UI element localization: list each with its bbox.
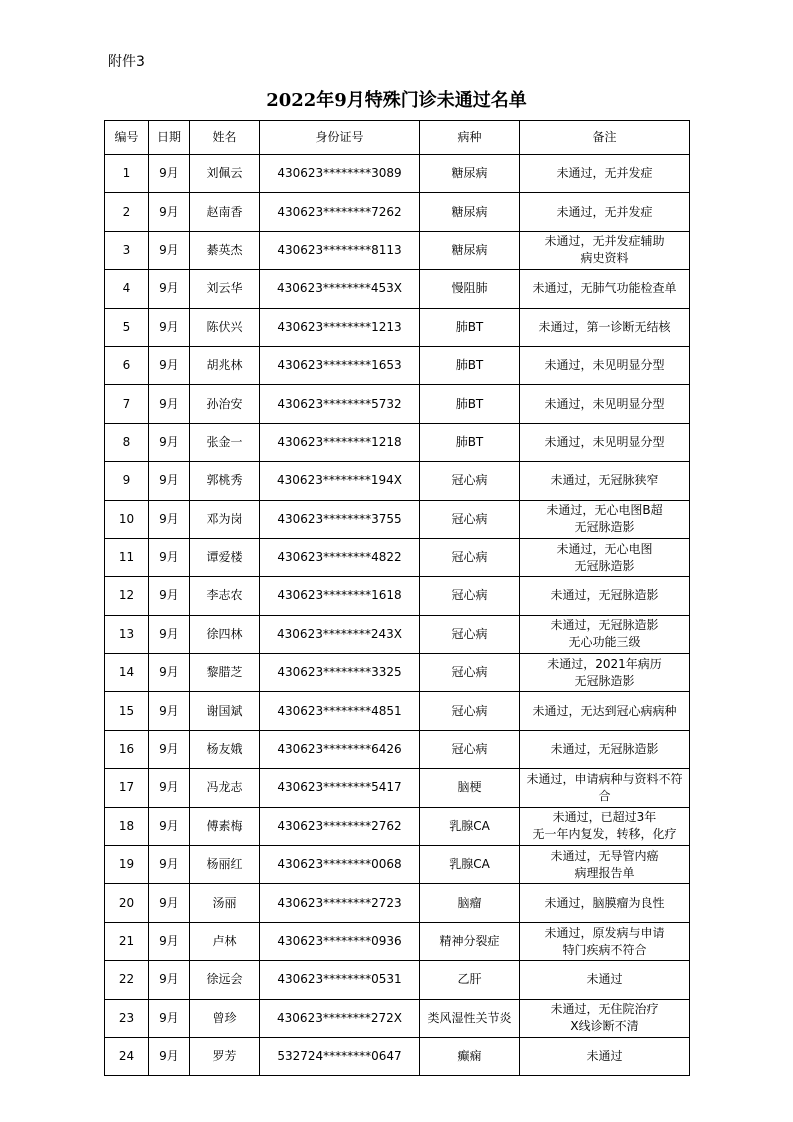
table-row	[105, 1037, 690, 1075]
cell-number: 11	[105, 538, 149, 576]
cell-disease: 冠心病	[420, 730, 520, 768]
cell-remark: 未通过，无心电图 无冠脉造影	[520, 538, 690, 576]
cell-date: 9月	[149, 385, 190, 423]
cell-disease: 冠心病	[420, 615, 520, 653]
cell-name: 曾珍	[190, 999, 260, 1037]
table-row	[105, 462, 690, 500]
cell-number: 23	[105, 999, 149, 1037]
table-row	[105, 577, 690, 615]
cell-date: 9月	[149, 538, 190, 576]
cell-disease: 冠心病	[420, 462, 520, 500]
cell-id: 430623********3089	[260, 155, 420, 193]
cell-id: 430623********4851	[260, 692, 420, 730]
cell-disease: 糖尿病	[420, 231, 520, 269]
cell-date: 9月	[149, 231, 190, 269]
cell-date: 9月	[149, 654, 190, 692]
document-title: 2022年9月特殊门诊未通过名单	[266, 90, 527, 111]
cell-name: 谢国斌	[190, 692, 260, 730]
cell-id: 430623********243X	[260, 615, 420, 653]
cell-disease: 精神分裂症	[420, 922, 520, 960]
cell-number: 13	[105, 615, 149, 653]
table-row	[105, 346, 690, 384]
cell-id: 430623********1653	[260, 346, 420, 384]
table-header-row	[105, 121, 690, 155]
cell-number: 17	[105, 769, 149, 807]
table-row	[105, 385, 690, 423]
cell-number: 1	[105, 155, 149, 193]
cell-id: 430623********194X	[260, 462, 420, 500]
table-row	[105, 884, 690, 922]
cell-disease: 乙肝	[420, 961, 520, 999]
cell-id: 430623********6426	[260, 730, 420, 768]
cell-id: 430623********5417	[260, 769, 420, 807]
cell-id: 430623********453X	[260, 270, 420, 308]
cell-remark: 未通过，未见明显分型	[520, 346, 690, 384]
cell-remark: 未通过，无肺气功能检查单	[520, 270, 690, 308]
cell-name: 刘云华	[190, 270, 260, 308]
cell-remark: 未通过，无导管内癌 病理报告单	[520, 846, 690, 884]
cell-name: 胡兆林	[190, 346, 260, 384]
cell-name: 杨友娥	[190, 730, 260, 768]
cell-date: 9月	[149, 999, 190, 1037]
table-row	[105, 270, 690, 308]
cell-date: 9月	[149, 922, 190, 960]
cell-number: 3	[105, 231, 149, 269]
cell-date: 9月	[149, 423, 190, 461]
cell-disease: 冠心病	[420, 692, 520, 730]
cell-remark: 未通过，第一诊断无结核	[520, 308, 690, 346]
cell-remark: 未通过，2021年病历 无冠脉造影	[520, 654, 690, 692]
cell-number: 10	[105, 500, 149, 538]
cell-id: 430623********1213	[260, 308, 420, 346]
cell-id: 430623********0936	[260, 922, 420, 960]
cell-date: 9月	[149, 1037, 190, 1075]
table-row	[105, 155, 690, 193]
cell-remark: 未通过，无冠脉狭窄	[520, 462, 690, 500]
cell-remark: 未通过，脑膜瘤为良性	[520, 884, 690, 922]
cell-number: 16	[105, 730, 149, 768]
table-row	[105, 654, 690, 692]
table-row	[105, 807, 690, 845]
cell-disease: 糖尿病	[420, 155, 520, 193]
cell-number: 19	[105, 846, 149, 884]
cell-remark: 未通过，原发病与申请 特门疾病不符合	[520, 922, 690, 960]
cell-remark: 未通过，无并发症	[520, 155, 690, 193]
cell-number: 7	[105, 385, 149, 423]
cell-number: 12	[105, 577, 149, 615]
cell-remark: 未通过，无并发症辅助 病史资料	[520, 231, 690, 269]
cell-id: 430623********7262	[260, 193, 420, 231]
cell-id: 430623********2723	[260, 884, 420, 922]
cell-disease: 冠心病	[420, 654, 520, 692]
table-row	[105, 846, 690, 884]
cell-disease: 乳腺CA	[420, 846, 520, 884]
cell-id: 532724********0647	[260, 1037, 420, 1075]
cell-name: 罗芳	[190, 1037, 260, 1075]
cell-date: 9月	[149, 961, 190, 999]
cell-name: 徐远会	[190, 961, 260, 999]
cell-number: 24	[105, 1037, 149, 1075]
header-disease: 病种	[420, 121, 520, 155]
cell-date: 9月	[149, 846, 190, 884]
header-id: 身份证号	[260, 121, 420, 155]
cell-number: 20	[105, 884, 149, 922]
cell-number: 8	[105, 423, 149, 461]
table-row	[105, 769, 690, 807]
table-row	[105, 730, 690, 768]
cell-name: 郭桃秀	[190, 462, 260, 500]
cell-id: 430623********3755	[260, 500, 420, 538]
cell-number: 14	[105, 654, 149, 692]
cell-disease: 慢阻肺	[420, 270, 520, 308]
cell-disease: 肺BT	[420, 308, 520, 346]
cell-date: 9月	[149, 807, 190, 845]
cell-name: 谭爱楼	[190, 538, 260, 576]
cell-disease: 脑梗	[420, 769, 520, 807]
cell-name: 汤丽	[190, 884, 260, 922]
cell-remark: 未通过，无冠脉造影	[520, 577, 690, 615]
cell-remark: 未通过，无心电图B超 无冠脉造影	[520, 500, 690, 538]
cell-date: 9月	[149, 769, 190, 807]
cell-number: 22	[105, 961, 149, 999]
cell-disease: 冠心病	[420, 538, 520, 576]
cell-disease: 肺BT	[420, 385, 520, 423]
cell-name: 冯龙志	[190, 769, 260, 807]
cell-remark: 未通过，无住院治疗 X线诊断不清	[520, 999, 690, 1037]
cell-date: 9月	[149, 500, 190, 538]
table-row	[105, 538, 690, 576]
cell-name: 綦英杰	[190, 231, 260, 269]
table-row	[105, 961, 690, 999]
cell-disease: 脑瘤	[420, 884, 520, 922]
attachment-label: 附件3	[108, 54, 145, 70]
cell-name: 傅素梅	[190, 807, 260, 845]
table-row	[105, 193, 690, 231]
cell-remark: 未通过，无冠脉造影 无心功能三级	[520, 615, 690, 653]
cell-name: 杨丽红	[190, 846, 260, 884]
table-row	[105, 615, 690, 653]
cell-remark: 未通过，未见明显分型	[520, 423, 690, 461]
cell-date: 9月	[149, 155, 190, 193]
cell-remark: 未通过，未见明显分型	[520, 385, 690, 423]
cell-date: 9月	[149, 730, 190, 768]
cell-date: 9月	[149, 193, 190, 231]
cell-disease: 冠心病	[420, 577, 520, 615]
cell-id: 430623********0531	[260, 961, 420, 999]
cell-remark: 未通过，无达到冠心病病种	[520, 692, 690, 730]
cell-number: 2	[105, 193, 149, 231]
cell-disease: 糖尿病	[420, 193, 520, 231]
cell-name: 张金一	[190, 423, 260, 461]
cell-id: 430623********0068	[260, 846, 420, 884]
cell-date: 9月	[149, 884, 190, 922]
cell-name: 陈伏兴	[190, 308, 260, 346]
cell-number: 4	[105, 270, 149, 308]
cell-name: 刘佩云	[190, 155, 260, 193]
cell-name: 赵南香	[190, 193, 260, 231]
cell-date: 9月	[149, 308, 190, 346]
table-row	[105, 692, 690, 730]
rejection-list-table	[104, 120, 690, 1076]
cell-number: 5	[105, 308, 149, 346]
cell-disease: 类风湿性关节炎	[420, 999, 520, 1037]
cell-date: 9月	[149, 615, 190, 653]
cell-name: 徐四林	[190, 615, 260, 653]
cell-id: 430623********3325	[260, 654, 420, 692]
cell-number: 18	[105, 807, 149, 845]
header-number: 编号	[105, 121, 149, 155]
table-row	[105, 231, 690, 269]
cell-id: 430623********1218	[260, 423, 420, 461]
table-row	[105, 922, 690, 960]
header-remark: 备注	[520, 121, 690, 155]
cell-id: 430623********2762	[260, 807, 420, 845]
cell-disease: 冠心病	[420, 500, 520, 538]
cell-name: 孙治安	[190, 385, 260, 423]
cell-id: 430623********4822	[260, 538, 420, 576]
cell-number: 15	[105, 692, 149, 730]
cell-date: 9月	[149, 577, 190, 615]
table-row	[105, 500, 690, 538]
cell-date: 9月	[149, 270, 190, 308]
cell-id: 430623********8113	[260, 231, 420, 269]
cell-name: 卢林	[190, 922, 260, 960]
cell-id: 430623********5732	[260, 385, 420, 423]
cell-number: 21	[105, 922, 149, 960]
cell-remark: 未通过，申请病种与资料不符 合	[520, 769, 690, 807]
cell-name: 李志农	[190, 577, 260, 615]
header-name: 姓名	[190, 121, 260, 155]
cell-disease: 肺BT	[420, 346, 520, 384]
cell-disease: 乳腺CA	[420, 807, 520, 845]
cell-disease: 肺BT	[420, 423, 520, 461]
cell-remark: 未通过，无并发症	[520, 193, 690, 231]
table-row	[105, 999, 690, 1037]
cell-name: 邓为岗	[190, 500, 260, 538]
cell-name: 黎腊芝	[190, 654, 260, 692]
cell-remark: 未通过，已超过3年 无一年内复发，转移，化疗	[520, 807, 690, 845]
cell-number: 6	[105, 346, 149, 384]
cell-number: 9	[105, 462, 149, 500]
header-date: 日期	[149, 121, 190, 155]
table-row	[105, 423, 690, 461]
cell-remark: 未通过	[520, 961, 690, 999]
table-row	[105, 308, 690, 346]
cell-date: 9月	[149, 692, 190, 730]
cell-remark: 未通过，无冠脉造影	[520, 730, 690, 768]
cell-disease: 癫痫	[420, 1037, 520, 1075]
cell-id: 430623********272X	[260, 999, 420, 1037]
cell-id: 430623********1618	[260, 577, 420, 615]
cell-date: 9月	[149, 462, 190, 500]
cell-remark: 未通过	[520, 1037, 690, 1075]
cell-date: 9月	[149, 346, 190, 384]
